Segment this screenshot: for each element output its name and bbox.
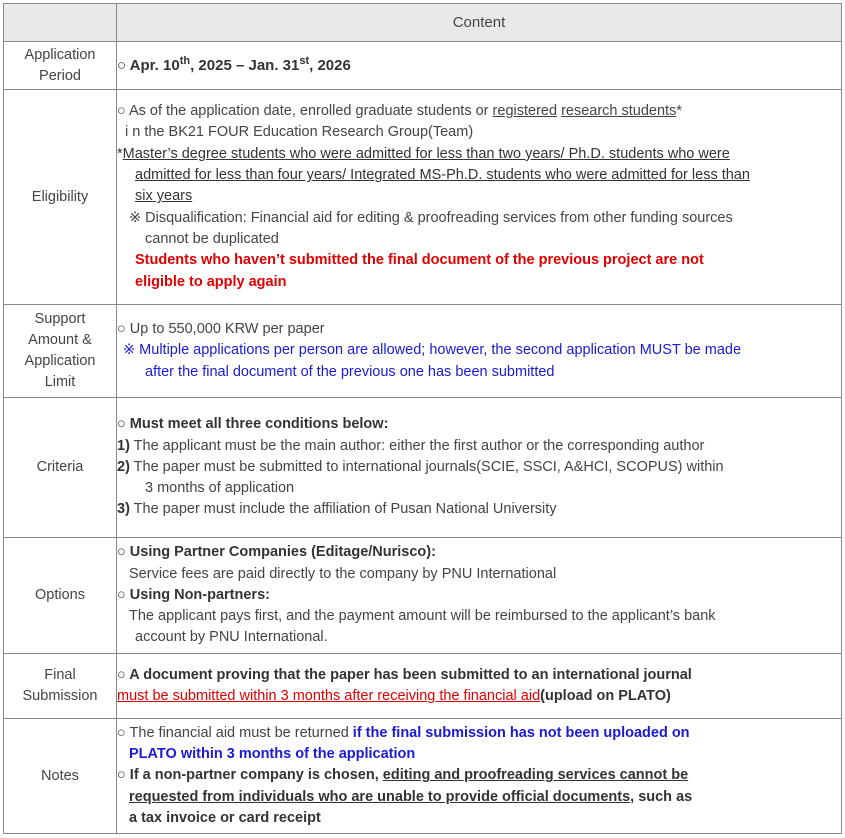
- label-text: Final Submission: [22, 667, 98, 704]
- header-row: [4, 4, 842, 42]
- criteria-line-1: ○ Must meet all three conditions below:: [117, 416, 389, 433]
- header-label-cell: [4, 4, 117, 42]
- options-heading-2: ○ Using Non-partners:: [117, 586, 270, 603]
- item-number: 1): [117, 437, 130, 454]
- row-application-period: [4, 42, 842, 90]
- period-sup1: th: [179, 54, 191, 67]
- criteria-item-3: [117, 499, 841, 520]
- label-eligibility: Eligibility: [4, 90, 117, 305]
- eligibility-line-4: admitted for less than four years/ Integrated MS-Ph.D. students who were admitted for less than: [135, 167, 750, 184]
- header-content-cell: Content: [117, 4, 842, 42]
- options-heading-1: ○ Using Partner Companies (Editage/Nurisco):: [117, 544, 436, 561]
- label-application-period: [4, 42, 117, 90]
- content-criteria: [117, 398, 842, 538]
- upload-text: (upload on PLATO): [540, 688, 671, 704]
- eligibility-line-6: ※ Disqualification: Financial aid for editing & proofreading services from other funding sources: [129, 209, 733, 226]
- row-options: [4, 538, 842, 654]
- deadline-text: must be submitted within 3 months after receiving the financial aid: [117, 688, 541, 704]
- period-text: [117, 55, 841, 76]
- period-mid: , 2025 – Jan. 31: [190, 56, 300, 74]
- eligibility-line-7: cannot be duplicated: [145, 230, 279, 247]
- eligibility-line-1: [117, 101, 841, 122]
- support-line-3: after the final document of the previous one has been submitted: [145, 363, 555, 380]
- content-eligibility: [117, 90, 842, 305]
- criteria-item-2: [117, 457, 841, 478]
- eligibility-line-5: [117, 186, 841, 207]
- content-options: [117, 538, 842, 654]
- footnote-text: Master’s degree students who were admitted for less than two years/ Ph.D. students who were: [122, 145, 730, 162]
- criteria-item-2-cont: 3 months of application: [145, 480, 295, 497]
- period-suffix: , 2026: [309, 56, 351, 74]
- item-text: The paper must be submitted to international journals(SCIE, SSCI, A&HCI, SCOPUS) within: [129, 458, 724, 475]
- eligibility-line-3: [117, 144, 841, 165]
- content-support-amount: [117, 305, 842, 398]
- item-number: 3): [117, 501, 130, 518]
- research-students-text: research students: [561, 103, 677, 120]
- row-criteria: [4, 398, 842, 538]
- highlight-text: if the final submission has not been uploaded on: [352, 724, 690, 741]
- row-eligibility: [4, 90, 842, 305]
- notes-line-5: a tax invoice or card receipt: [129, 809, 321, 826]
- label-final-submission: [4, 654, 117, 719]
- final-line-2: [117, 686, 841, 707]
- period-prefix: ○ Apr. 10: [117, 56, 180, 74]
- eligibility-line-9: eligible to apply again: [135, 273, 287, 290]
- text: ○ As of the application date, enrolled graduate students or: [117, 103, 493, 120]
- asterisk: *: [117, 145, 123, 162]
- text: , such as: [630, 788, 693, 805]
- eligibility-line-2: i n the BK21 FOUR Education Research Group(Team): [125, 124, 474, 141]
- row-support-amount: [4, 305, 842, 398]
- notes-line-4: [117, 787, 841, 808]
- text: ○ If a non-partner company is chosen,: [117, 767, 383, 784]
- criteria-item-1: [117, 436, 841, 457]
- notes-line-3: [117, 765, 841, 786]
- final-line-1: ○ A document proving that the paper has been submitted to an international journal: [117, 666, 692, 683]
- options-text-2: The applicant pays first, and the payment amount will be reimbursed to the applicant’s bank: [129, 608, 716, 625]
- label-criteria: Criteria: [4, 398, 117, 538]
- item-text: The applicant must be the main author: either the first author or the corresponding author: [129, 437, 705, 454]
- label-text: Application Period: [24, 46, 96, 84]
- item-number: 2): [117, 458, 130, 475]
- support-line-1: ○ Up to 550,000 KRW per paper: [117, 321, 325, 338]
- row-notes: [4, 719, 842, 834]
- asterisk: *: [676, 103, 682, 120]
- label-text: Support Amount & Application Limit: [24, 311, 96, 390]
- label-notes: Notes: [4, 719, 117, 834]
- content-final-submission: [117, 654, 842, 719]
- notes-line-2: PLATO within 3 months of the application: [129, 746, 416, 763]
- text: ○ The financial aid must be returned: [117, 724, 353, 741]
- item-text: The paper must include the affiliation of Pusan National University: [129, 501, 557, 518]
- options-text-3: account by PNU International.: [135, 629, 328, 646]
- support-line-2: ※ Multiple applications per person are allowed; however, the second application MUST be made: [123, 342, 742, 359]
- label-options: Options: [4, 538, 117, 654]
- label-support-amount: [4, 305, 117, 398]
- footnote-text: six years: [135, 188, 193, 205]
- period-sup2: st: [299, 54, 310, 67]
- underlined-text: requested from individuals who are unable to provide official documents: [129, 788, 631, 805]
- content-notes: [117, 719, 842, 834]
- registered-text: registered: [492, 103, 558, 120]
- underlined-text: editing and proofreading services cannot be: [382, 767, 689, 784]
- notes-line-1: [117, 723, 841, 744]
- row-final-submission: [4, 654, 842, 719]
- info-table: [3, 3, 842, 834]
- content-application-period: [117, 42, 842, 90]
- options-text-1: Service fees are paid directly to the company by PNU International: [129, 565, 557, 582]
- eligibility-line-8: Students who haven’t submitted the final document of the previous project are not: [135, 252, 704, 269]
